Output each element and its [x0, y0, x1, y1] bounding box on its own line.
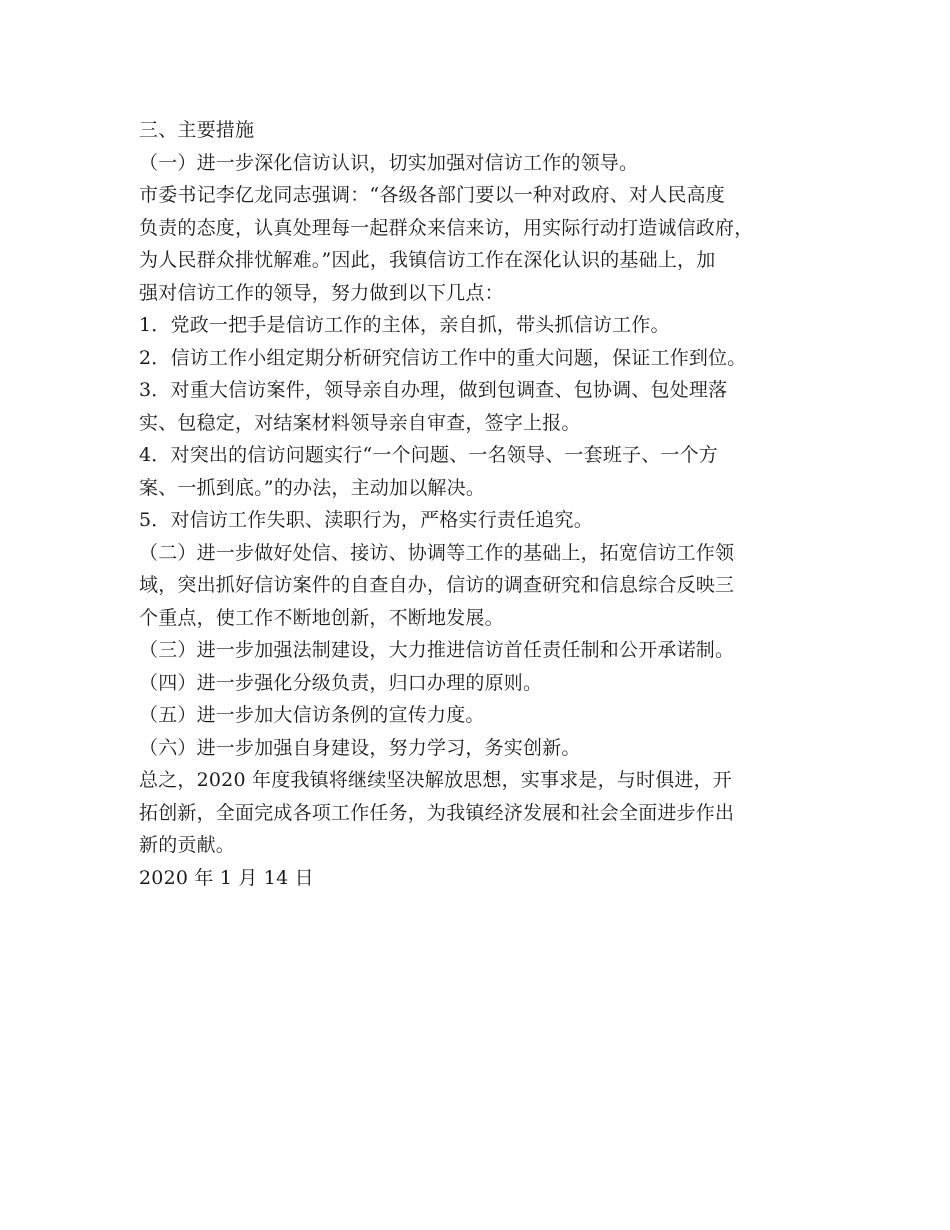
paragraph-line: 个重点，使工作不断地创新，不断地发展。: [139, 606, 504, 629]
paragraph-line: 强对信访工作的领导，努力做到以下几点：: [139, 281, 504, 304]
paragraph-line: 市委书记李亿龙同志强调：“各级各部门要以一种对政府、对人民高度: [139, 184, 725, 206]
document-body: [139, 114, 839, 894]
list-item-5: 5．对信访工作失职、渎职行为，严格实行责任追究。: [139, 509, 593, 531]
conclusion-line: 新的贡献。: [139, 834, 236, 856]
document-date: 2020 年 1 月 14 日: [139, 866, 314, 889]
subsection-heading-2: （二）进一步做好处信、接访、协调等工作的基础上，拓宽信访工作领: [139, 541, 735, 564]
list-item-4: 4．对突出的信访问题实行“一个问题、一名领导、一套班子、一个方: [139, 444, 719, 466]
list-item-2: 2．信访工作小组定期分析研究信访工作中的重大问题，保证工作到位。: [139, 346, 747, 369]
paragraph-line: 为人民群众排忧解难。”因此，我镇信访工作在深化认识的基础上，加: [139, 249, 716, 271]
subsection-heading-4: （四）进一步强化分级负责，归口办理的原则。: [139, 671, 543, 694]
section-heading: 三、主要措施: [139, 119, 255, 141]
list-item-3: 3．对重大信访案件，领导亲自办理，做到包调查、包协调、包处理落: [139, 379, 728, 401]
subsection-heading-1: （一）进一步深化信访认识，切实加强对信访工作的领导。: [139, 151, 639, 174]
subsection-heading-6: （六）进一步加强自身建设，努力学习，务实创新。: [139, 736, 581, 759]
conclusion-line: 总之，2020 年度我镇将继续坚决解放思想，实事求是，与时俱进，开: [139, 769, 732, 791]
conclusion-line: 拓创新，全面完成各项工作任务，为我镇经济发展和社会全面进步作出: [139, 801, 735, 824]
list-item-4-cont: 案、一抓到底。”的办法，主动加以解决。: [139, 476, 486, 499]
paragraph-line: 负责的态度，认真处理每一起群众来信来访，用实际行动打造诚信政府，: [139, 216, 754, 239]
subsection-heading-3: （三）进一步加强法制建设，大力推进信访首任责任制和公开承诺制。: [139, 639, 735, 661]
list-item-3-cont: 实、包稳定，对结案材料领导亲自审查，签字上报。: [139, 411, 581, 434]
paragraph-line: 域，突出抓好信访案件的自查自办，信访的调查研究和信息综合反映三: [139, 574, 735, 596]
list-item-1: 1．党政一把手是信访工作的主体，亲自抓，带头抓信访工作。: [139, 314, 670, 336]
subsection-heading-5: （五）进一步加大信访条例的宣传力度。: [139, 704, 485, 726]
